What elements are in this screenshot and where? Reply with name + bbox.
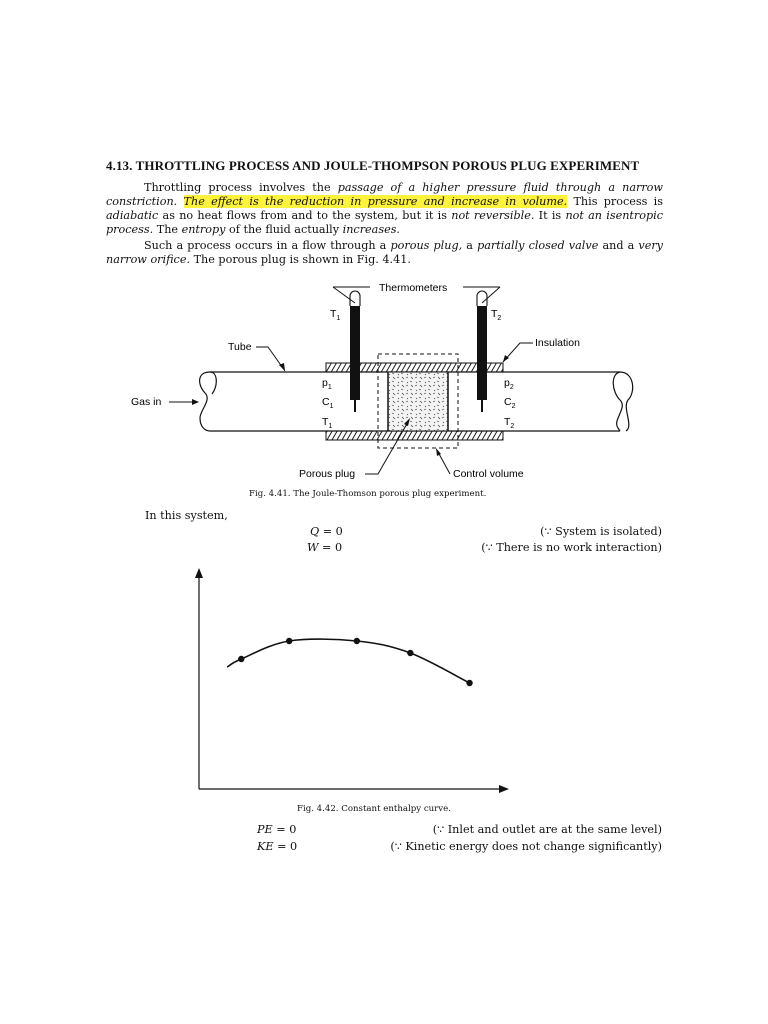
paragraph-occurrence: Such a process occurs in a flow through a porous plug, a partially closed valve and a very narrow orifice. The porous plug is shown in Fig. 4.41. — [106, 239, 663, 266]
data-point-2 — [286, 638, 292, 644]
chart-curve — [227, 639, 469, 683]
label-c1: $C_1$ — [322, 396, 334, 410]
label-thermometers: Thermometers — [379, 282, 448, 294]
label-control-volume: Control volume — [453, 468, 524, 480]
label-porous-plug: Porous plug — [299, 468, 356, 480]
chart-axes — [195, 568, 509, 793]
x-axis-arrow — [499, 785, 509, 793]
label-t1-bottom: $T_1$ — [322, 416, 333, 430]
equation-ke: KE = 0 — [257, 840, 298, 853]
label-t1-top: $T_1$ — [330, 308, 341, 322]
y-axis-arrow — [195, 568, 203, 578]
equation-w: W = 0 — [307, 541, 343, 554]
highlighted-sentence: The effect is the reduction in pressure and increase in volume. — [183, 195, 568, 208]
equation-q: Q = 0 — [310, 525, 343, 538]
reason-pe: (∵ Inlet and outlet are at the same level) — [432, 823, 662, 836]
reason-q: (∵ System is isolated) — [540, 525, 662, 538]
label-p1: $p_1$ — [322, 377, 332, 391]
reason-w: (∵ There is no work interaction) — [481, 541, 662, 554]
label-insulation: Insulation — [535, 337, 580, 349]
enthalpy-curve — [227, 639, 469, 683]
label-t2-top: $T_2$ — [491, 308, 502, 322]
caption-fig-4-41: Fig. 4.41. The Joule-Thomson porous plug experiment. — [249, 489, 487, 499]
data-point-5 — [466, 680, 472, 686]
section-heading: 4.13. THROTTLING PROCESS AND JOULE-THOMPSON POROUS PLUG EXPERIMENT — [106, 158, 640, 173]
data-point-4 — [407, 650, 413, 656]
reason-ke: (∵ Kinetic energy does not change significantly) — [390, 840, 662, 853]
label-t2-bottom: $T_2$ — [504, 416, 515, 430]
system-intro: In this system, — [145, 509, 228, 522]
data-point-3 — [354, 638, 360, 644]
equation-pe: PE = 0 — [257, 823, 297, 836]
paragraph-throttling: Throttling process involves the passage of a higher pressure fluid through a narrow constriction. The effect is the reduction in pressure and increase in volume. This process is adiabatic as no heat flows from and to the system, but it is not reversible. It is not an isentropic process. The entropy of the fluid actually increases. — [106, 181, 663, 236]
label-c2: $C_2$ — [504, 396, 516, 410]
data-point-1 — [238, 656, 244, 662]
label-tube: Tube — [228, 341, 252, 353]
label-gas-in: Gas in — [131, 396, 162, 408]
label-p2: $p_2$ — [504, 377, 514, 391]
caption-fig-4-42: Fig. 4.42. Constant enthalpy curve. — [297, 804, 451, 814]
